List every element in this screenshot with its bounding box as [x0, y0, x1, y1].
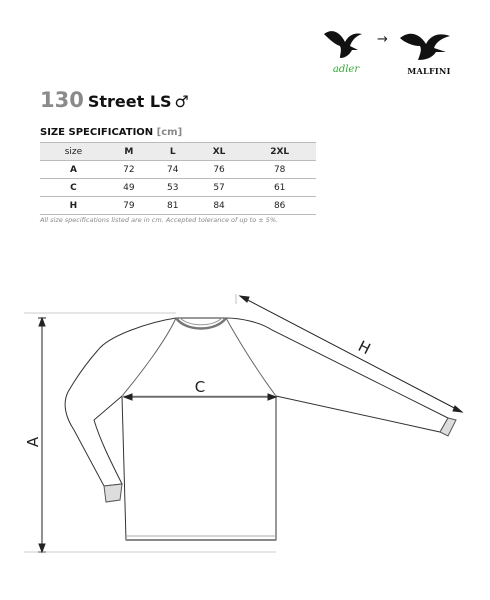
product-number: 130	[40, 88, 84, 112]
size-spec-title: SIZE SPECIFICATION	[40, 127, 154, 138]
table-cell: 61	[243, 179, 316, 197]
label-h: H	[355, 336, 374, 359]
measure-line-h	[240, 296, 462, 412]
header-cell-l: L	[151, 143, 195, 161]
header-cell-size: size	[40, 143, 107, 161]
table-cell: 49	[107, 179, 151, 197]
header-cell-xl: XL	[195, 143, 244, 161]
table-cell: 81	[151, 197, 195, 215]
table-cell: 53	[151, 179, 195, 197]
table-cell: 72	[107, 161, 151, 179]
table-cell: 86	[243, 197, 316, 215]
malfini-label: MALFINI	[407, 66, 451, 76]
table-cell: 79	[107, 197, 151, 215]
header-cell-m: M	[107, 143, 151, 161]
product-name: Street LS	[87, 92, 172, 111]
table-cell: 84	[195, 197, 244, 215]
shirt-outline	[65, 318, 448, 540]
male-symbol-icon: ♂	[174, 92, 189, 111]
row-label: C	[40, 179, 107, 197]
adler-label: adler	[332, 64, 360, 75]
table-cell: 78	[243, 161, 316, 179]
collar	[176, 318, 226, 329]
row-label: H	[40, 197, 107, 215]
table-cell: 57	[195, 179, 244, 197]
table-cell: 76	[195, 161, 244, 179]
table-cell: 74	[151, 161, 195, 179]
size-spec-unit: [cm]	[156, 127, 183, 138]
label-c: C	[194, 378, 206, 396]
label-a: A	[24, 436, 42, 448]
arrow-icon: →	[377, 32, 388, 47]
tolerance-note: All size specifications listed are in cm. Accepted tolerance of up to ± 5%.	[40, 216, 279, 224]
header-cell-2xl: 2XL	[243, 143, 316, 161]
row-label: A	[40, 161, 107, 179]
